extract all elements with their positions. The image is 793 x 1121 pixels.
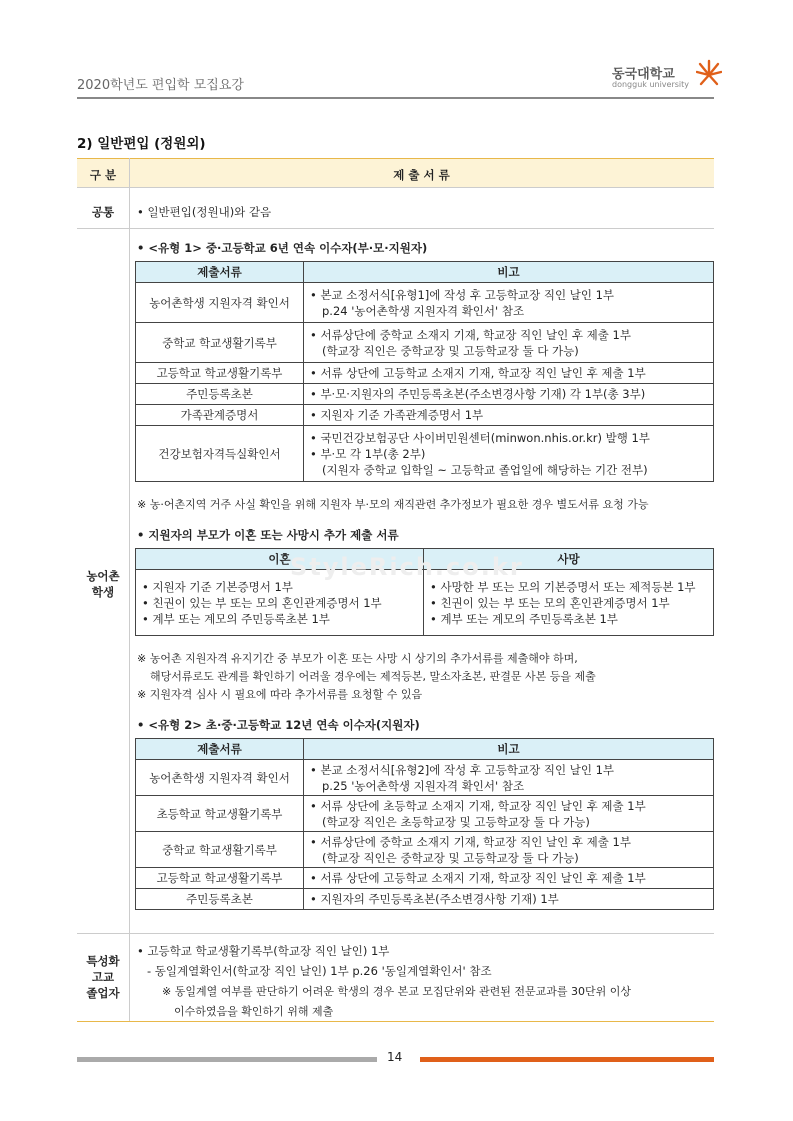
table-row	[136, 283, 714, 323]
divorce-note: 해당서류로도 관계를 확인하기 어려울 경우에는 제적등본, 말소자초본, 판결문 사본 등을 제출	[150, 670, 596, 683]
note-line: • 국민건강보험공단 사이버민원센터(minwon.nhis.or.kr) 발행 1부	[310, 430, 650, 445]
doc-name: 농어촌학생 지원자격 확인서	[136, 760, 304, 796]
header-divider	[77, 97, 714, 99]
requirements-table	[77, 158, 714, 1022]
common-text: • 일반편입(정원내)와 같음	[137, 205, 272, 219]
divorce-item: • 친권이 있는 부 또는 모의 혼인관계증명서 1부	[142, 595, 382, 610]
doc-name: 중학교 학교생활기록부	[136, 832, 304, 868]
table-row	[136, 384, 714, 405]
table-row	[136, 796, 714, 832]
doc-name: 가족관계증명서	[136, 405, 304, 426]
table-row	[136, 363, 714, 384]
logo-korean-text: 동국대학교	[612, 67, 675, 82]
death-item: • 사망한 부 또는 모의 기본증명서 또는 제적등본 1부	[430, 579, 696, 594]
type2-table	[135, 738, 714, 910]
note-line: • 부·모·지원자의 주민등록초본(주소변경사항 기재) 각 1부(총 3부)	[310, 387, 646, 401]
document-header-title: 2020학년도 편입학 모집요강	[77, 78, 244, 93]
divorce-col-death: 사망	[424, 549, 714, 570]
note-line: • 지원자 기준 가족관계증명서 1부	[310, 408, 484, 422]
table-row	[136, 868, 714, 889]
watermark-text: StyleRich.co.kr	[290, 553, 524, 581]
table-row	[136, 405, 714, 426]
note-line: (학교장 직인은 중학교장 및 고등학교장 둘 다 가능)	[322, 343, 579, 358]
table-row	[136, 832, 714, 868]
divorce-col-divorce: 이혼	[136, 549, 424, 570]
type2-title: • <유형 2> 초·중·고등학교 12년 연속 이수자(지원자)	[137, 718, 420, 732]
row-divider	[77, 228, 714, 229]
note-line: • 지원자의 주민등록초본(주소변경사항 기재) 1부	[310, 892, 559, 906]
rural-label: 농어촌 학생	[86, 569, 120, 599]
header-documents: 제 출 서 류	[393, 168, 450, 182]
doc-name: 농어촌학생 지원자격 확인서	[136, 283, 304, 323]
death-item: • 계부 또는 계모의 주민등록초본 1부	[430, 611, 618, 626]
vocational-label: 특성화 고교 졸업자	[86, 954, 120, 1000]
type1-col-doc: 제출서류	[136, 262, 304, 283]
vocational-note: 이수하였음을 확인하기 위해 제출	[174, 1005, 334, 1018]
doc-name: 초등학교 학교생활기록부	[136, 796, 304, 832]
divorce-note: ※ 농어촌 지원자격 유지기간 중 부모가 이혼 또는 사망 시 상기의 추가서류를 제출해야 하며,	[137, 652, 578, 665]
logo-english-text: dongguk university	[612, 80, 690, 89]
note-line: • 서류상단에 중학교 소재지 기재, 학교장 직인 날인 후 제출 1부	[310, 327, 631, 342]
type1-title: • <유형 1> 중·고등학교 6년 연속 이수자(부·모·지원자)	[137, 241, 428, 255]
university-logo	[612, 58, 722, 94]
type1-note: ※ 농·어촌지역 거주 사실 확인을 위해 지원자 부·모의 재직관련 추가정보가 필요한 경우 별도서류 요청 가능	[137, 498, 649, 511]
common-label: 공통	[91, 205, 115, 219]
table-row	[136, 323, 714, 363]
row-divider	[77, 187, 714, 188]
vocational-note: ※ 동일계열 여부를 판단하기 어려운 학생의 경우 본교 모집단위와 관련된 전문교과를 30단위 이상	[162, 985, 631, 998]
doc-name: 주민등록초본	[136, 889, 304, 910]
page-number: 14	[387, 1050, 403, 1064]
divorce-note: ※ 지원자격 심사 시 필요에 따라 추가서류를 요청할 수 있음	[137, 688, 423, 701]
footer-bar-right	[420, 1057, 714, 1062]
divorce-item: • 계부 또는 계모의 주민등록초본 1부	[142, 611, 330, 626]
note-line: • 본교 소정서식[유형2]에 작성 후 고등학교장 직인 날인 1부	[310, 762, 615, 777]
note-line: (지원자 중학교 입학일 ~ 고등학교 졸업일에 해당하는 기간 전부)	[322, 462, 648, 477]
death-item: • 친권이 있는 부 또는 모의 혼인관계증명서 1부	[430, 595, 670, 610]
type1-col-note: 비고	[304, 262, 714, 283]
doc-name: 건강보험자격득실확인서	[136, 426, 304, 482]
vocational-line: • 고등학교 학교생활기록부(학교장 직인 날인) 1부	[137, 944, 390, 958]
table-row	[136, 889, 714, 910]
note-line: p.24 '농어촌학생 지원자격 확인서' 참조	[322, 303, 525, 318]
type2-col-note: 비고	[304, 739, 714, 760]
type1-table	[135, 261, 714, 482]
doc-name: 고등학교 학교생활기록부	[136, 868, 304, 889]
vocational-line: - 동일계열확인서(학교장 직인 날인) 1부 p.26 '동일계열확인서' 참조	[147, 964, 492, 978]
doc-name: 고등학교 학교생활기록부	[136, 363, 304, 384]
divorce-title: • 지원자의 부모가 이혼 또는 사망시 추가 제출 서류	[137, 528, 399, 542]
sun-emblem-icon	[696, 58, 722, 88]
footer-bar-left	[77, 1057, 377, 1062]
table-row	[136, 760, 714, 796]
note-line: p.25 '농어촌학생 지원자격 확인서' 참조	[322, 778, 525, 793]
table-bottom-border	[77, 1021, 714, 1022]
divorce-item: • 지원자 기준 기본증명서 1부	[142, 579, 293, 594]
section-title: 2) 일반편입 (정원외)	[77, 136, 206, 152]
doc-name: 주민등록초본	[136, 384, 304, 405]
table-row	[136, 426, 714, 482]
column-divider	[129, 158, 130, 1022]
note-line: • 서류 상단에 초등학교 소재지 기재, 학교장 직인 날인 후 제출 1부	[310, 798, 646, 813]
note-line: • 서류 상단에 고등학교 소재지 기재, 학교장 직인 날인 후 제출 1부	[310, 871, 646, 885]
note-line: (학교장 직인은 초등학교장 및 고등학교장 둘 다 가능)	[322, 814, 590, 829]
note-line: • 부·모 각 1부(총 2부)	[310, 446, 426, 461]
type2-col-doc: 제출서류	[136, 739, 304, 760]
note-line: • 서류 상단에 고등학교 소재지 기재, 학교장 직인 날인 후 제출 1부	[310, 366, 646, 380]
header-category: 구 분	[89, 168, 117, 182]
note-line: (학교장 직인은 중학교장 및 고등학교장 둘 다 가능)	[322, 850, 579, 865]
note-line: • 서류상단에 중학교 소재지 기재, 학교장 직인 날인 후 제출 1부	[310, 834, 631, 849]
note-line: • 본교 소정서식[유형1]에 작성 후 고등학교장 직인 날인 1부	[310, 287, 615, 302]
row-divider	[77, 933, 714, 934]
doc-name: 중학교 학교생활기록부	[136, 323, 304, 363]
